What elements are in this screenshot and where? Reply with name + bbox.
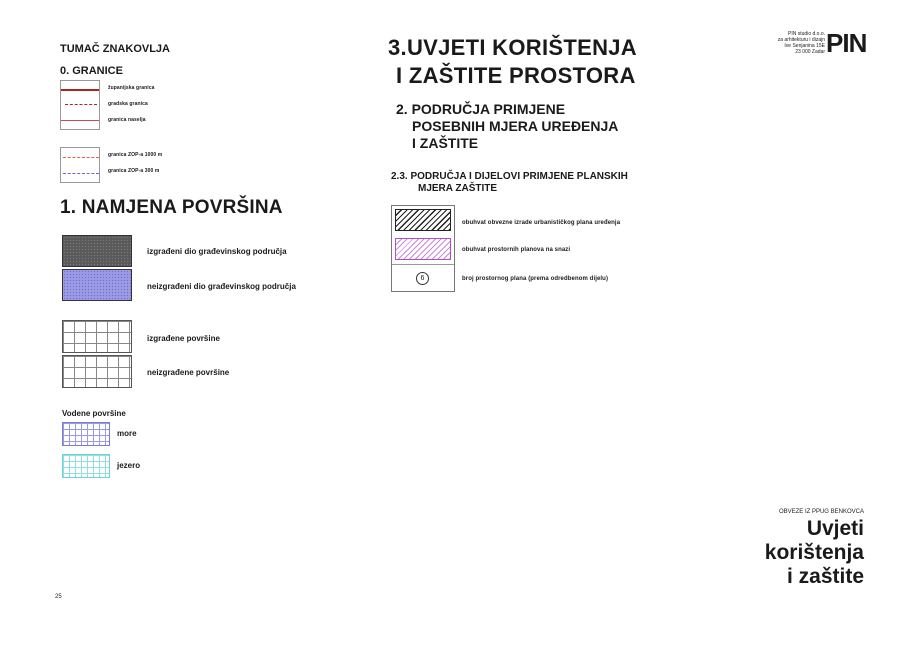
- section-2-line2: POSEBNIH MJERA UREĐENJA: [412, 118, 619, 134]
- zop-300-label: granica ZOP-a 300 m: [108, 168, 160, 174]
- document-kicker: OBVEZE IZ PPUG BENKOVCA: [778, 509, 864, 515]
- chapter-title-line3: i zaštite: [786, 565, 864, 588]
- company-tagline: za arhitekturu i dizajn: [777, 37, 825, 43]
- main-title-line1: 3.UVJETI KORIŠTENJA: [388, 35, 637, 60]
- county-border-line: [61, 89, 99, 91]
- plan-number-symbol: 6: [416, 272, 429, 285]
- main-title-line2: I ZAŠTITE PROSTORA: [396, 63, 636, 88]
- plan-number-label: broj prostornog plana (prema odredbenom dijelu): [462, 276, 609, 282]
- page-number: 25: [55, 594, 62, 600]
- unbuilt-zone-swatch: [62, 269, 132, 301]
- built-zone-label: izgrađeni dio građevinskog područja: [147, 247, 287, 256]
- built-zone-swatch: [62, 235, 132, 267]
- protection-legend-table: [391, 205, 455, 292]
- zop-1000-label: granica ZOP-a 1000 m: [108, 152, 163, 158]
- unbuilt-zone-label: neizgrađeni dio građevinskog područja: [147, 282, 296, 291]
- section-land-use-title: 1. NAMJENA POVRŠINA: [60, 197, 283, 218]
- section-2-3-line1: 2.3. PODRUČJA I DIJELOVI PRIMJENE PLANSKIH: [391, 171, 628, 182]
- built-surfaces-label: izgrađene površine: [147, 334, 220, 343]
- section-2-title: [396, 101, 618, 152]
- lake-swatch: [62, 454, 110, 478]
- pin-logo: PIN: [826, 28, 867, 58]
- upu-label: obuhvat obvezne izrade urbanističkog plana uređenja: [462, 220, 621, 226]
- section-borders-title: 0. GRANICE: [60, 65, 123, 77]
- company-street: Ive Senjanina 15E: [784, 43, 825, 49]
- settlement-border-line: [61, 120, 99, 121]
- legend-title: TUMAČ ZNAKOVLJA: [60, 43, 170, 55]
- zop-300-line: [63, 173, 99, 174]
- settlement-border-label: granica naselja: [108, 117, 146, 123]
- built-surfaces-swatch: [62, 320, 132, 353]
- unbuilt-surfaces-label: neizgrađene površine: [147, 368, 230, 377]
- unbuilt-surfaces-swatch: [62, 355, 132, 388]
- company-name: PIN studio d.o.o.: [788, 31, 825, 37]
- borders-legend-box: [60, 80, 100, 130]
- plans-in-force-swatch: [395, 238, 451, 260]
- company-address: [778, 31, 825, 55]
- chapter-title-line2: korištenja: [764, 541, 864, 564]
- water-surfaces-title: Vodene površine: [62, 409, 126, 418]
- upu-hatch-swatch: [395, 209, 451, 231]
- sea-label: more: [117, 429, 137, 438]
- city-border-label: gradska granica: [108, 101, 148, 107]
- plans-in-force-label: obuhvat prostornih planova na snazi: [462, 247, 571, 253]
- section-2-3-title: [391, 171, 628, 195]
- section-2-3-line2: MJERA ZAŠTITE: [418, 183, 498, 194]
- main-title: [388, 34, 637, 90]
- company-city: 23 000 Zadar: [795, 49, 825, 55]
- lake-label: jezero: [117, 461, 141, 470]
- county-border-label: županijska granica: [108, 85, 155, 91]
- zop-1000-line: [63, 157, 99, 158]
- sea-swatch: [62, 422, 110, 446]
- city-border-line: [65, 104, 97, 105]
- chapter-title: [765, 517, 864, 589]
- zop-legend-box: [60, 147, 100, 183]
- chapter-title-line1: Uvjeti: [806, 517, 864, 540]
- section-2-line1: 2. PODRUČJA PRIMJENE: [396, 101, 566, 117]
- section-2-line3: I ZAŠTITE: [412, 135, 479, 151]
